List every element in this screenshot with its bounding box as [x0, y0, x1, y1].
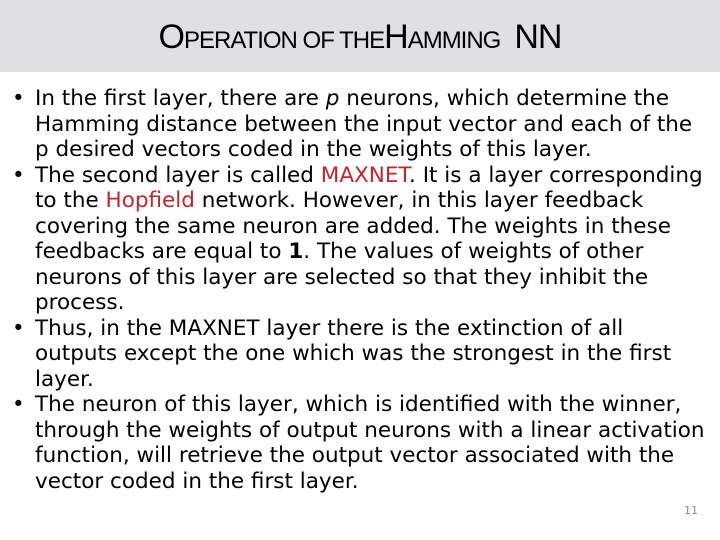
- bullet-3-text: Thus, in the MAXNET layer there is the extinction of all outputs except the one which was the strongest in the first layer.: [35, 315, 672, 392]
- slide-title: [0, 18, 720, 57]
- bullet-item-4: [12, 392, 712, 494]
- bullet-1-text-b: neurons, which determine the Hamming distance between the input vector and each of the p desired vectors coded in the weights of this layer.: [35, 86, 693, 162]
- bullet-2-text-d: . The values of weights of other neurons of this layer are selected so that they inhibit the process.: [35, 239, 649, 315]
- title-amming: AMMING: [407, 27, 501, 54]
- bullet-2-text-a: The second layer is called: [35, 162, 321, 188]
- bullet-item-1: [12, 86, 712, 163]
- bullet-4-text: The neuron of this layer, which is identified with the winner, through the weights of output neurons with a linear activation function, will retrieve the output vector associated with the vector coded in the first layer.: [35, 392, 705, 494]
- title-operation-of-the: PERATION OF THE: [183, 27, 385, 54]
- bullet-2-text-c: network. However, in this layer feedback covering the same neuron are added. The weights in these feedbacks are equal to: [35, 188, 671, 264]
- bullet-1-italic-p: p: [325, 86, 340, 111]
- bullet-item-3: [12, 316, 712, 393]
- bullet-dot: •: [12, 392, 25, 417]
- hopfield-highlight: Hopfield: [105, 188, 195, 213]
- bold-one: 1: [288, 239, 304, 264]
- bullet-dot: •: [12, 315, 25, 341]
- bullet-dot: •: [12, 162, 25, 188]
- bullet-list: [12, 86, 712, 494]
- bullet-item-2: [12, 163, 712, 316]
- page-number: 11: [684, 504, 698, 517]
- title-nn: NN: [514, 18, 562, 56]
- bullet-dot: •: [12, 86, 25, 111]
- title-initial-h: H: [384, 18, 408, 56]
- title-initial-o: O: [158, 18, 184, 56]
- maxnet-highlight: MAXNET: [320, 162, 410, 188]
- bullet-2-text-b: . It is a layer corresponding to the: [35, 162, 703, 213]
- bullet-1-text-a: In the first layer, there are: [35, 86, 326, 111]
